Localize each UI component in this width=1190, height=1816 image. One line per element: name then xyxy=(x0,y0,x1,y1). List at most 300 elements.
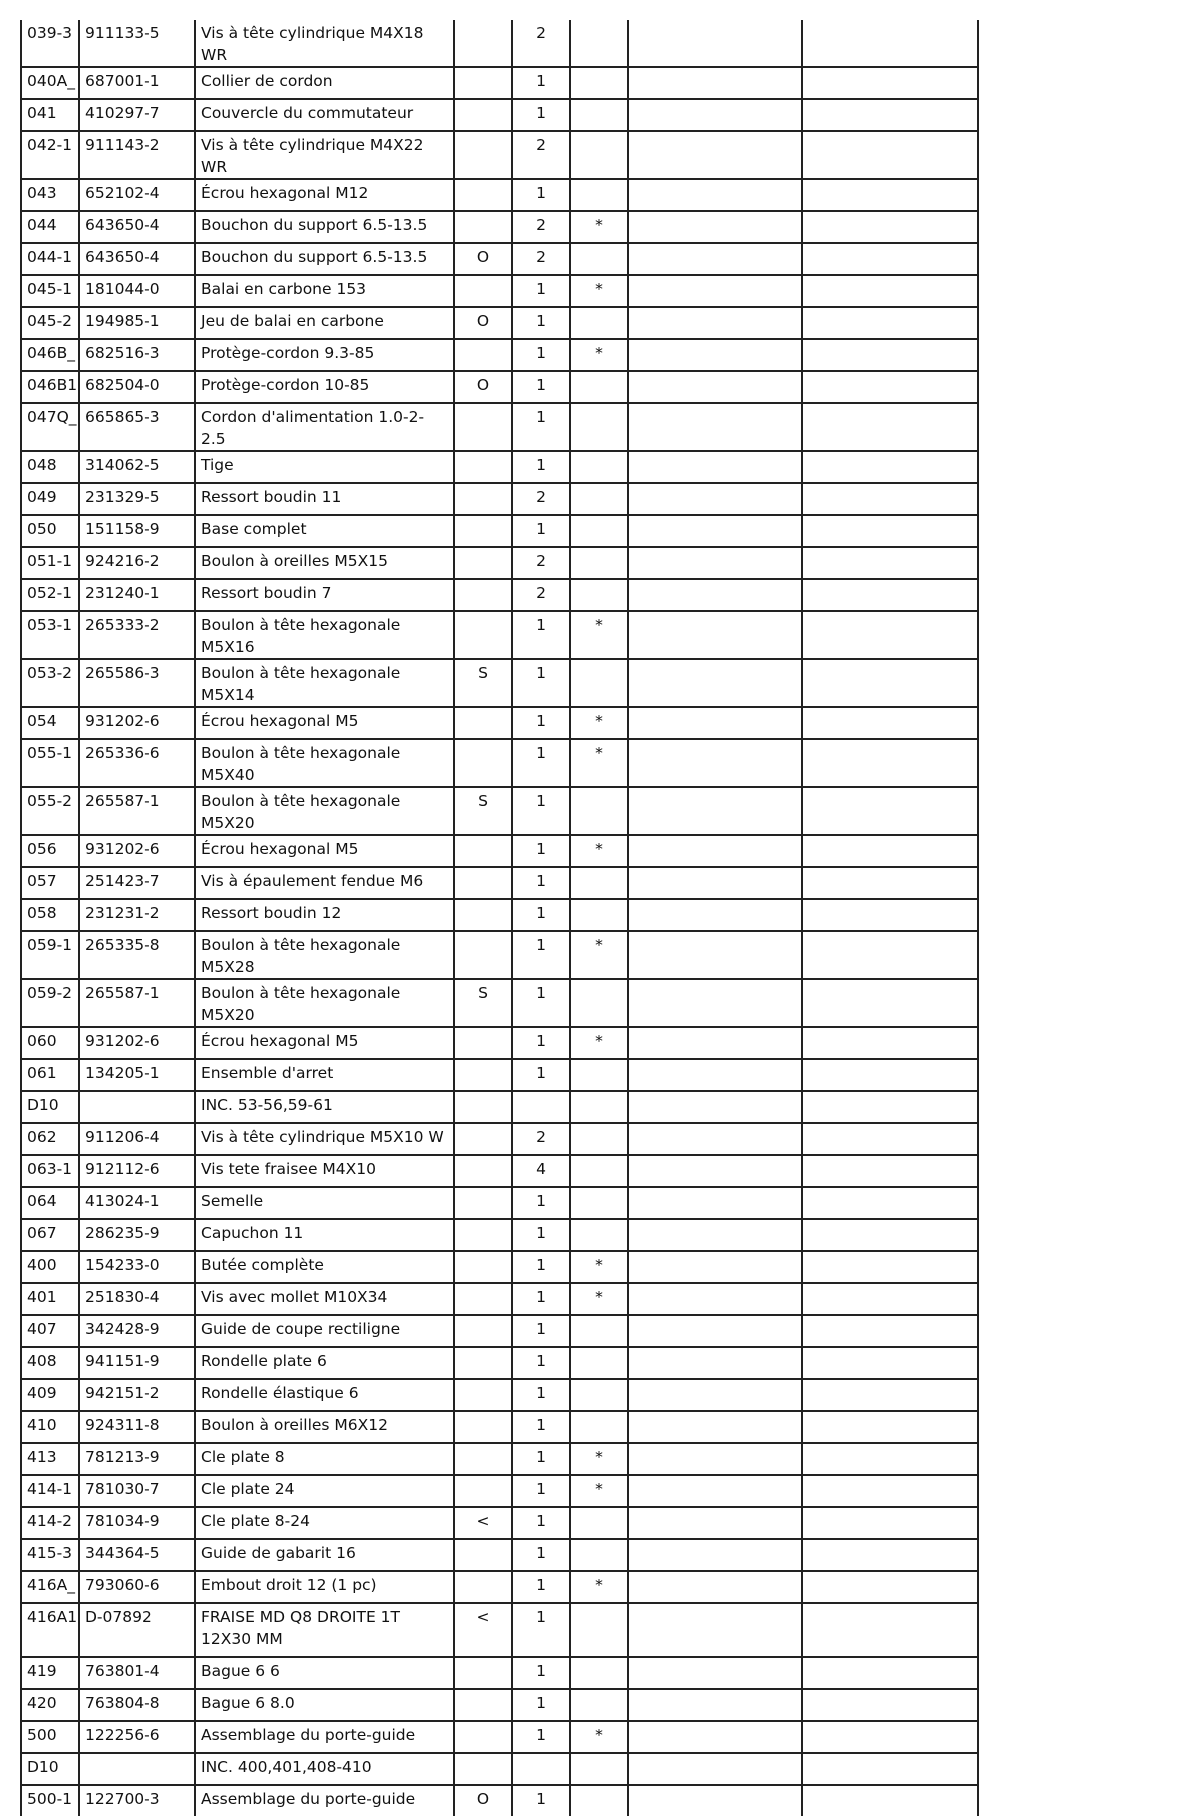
mark-cell xyxy=(570,547,628,579)
part-number-cell: 265587-1 xyxy=(79,787,195,835)
part-number-cell: 665865-3 xyxy=(79,403,195,451)
remark-cell xyxy=(802,579,978,611)
remark-cell xyxy=(802,547,978,579)
remark-cell xyxy=(802,979,978,1027)
table-row xyxy=(21,931,978,979)
description-cell: Bouchon du support 6.5-13.5 xyxy=(195,211,454,243)
part-number-cell: 781213-9 xyxy=(79,1443,195,1475)
quantity-cell: 1 xyxy=(512,1315,570,1347)
option-cell: O xyxy=(454,243,512,275)
description-cell: Semelle xyxy=(195,1187,454,1219)
part-number-cell: 931202-6 xyxy=(79,835,195,867)
item-number-cell: 500-1 xyxy=(21,1785,79,1816)
part-number-cell: 781030-7 xyxy=(79,1475,195,1507)
remark-cell xyxy=(802,1379,978,1411)
quantity-cell: 1 xyxy=(512,867,570,899)
quantity-cell: 1 xyxy=(512,707,570,739)
part-number-cell: 231231-2 xyxy=(79,899,195,931)
table-row xyxy=(21,659,978,707)
note-cell xyxy=(628,371,802,403)
remark-cell xyxy=(802,211,978,243)
note-cell xyxy=(628,131,802,179)
note-cell xyxy=(628,1603,802,1657)
description-cell: INC. 53-56,59-61 xyxy=(195,1091,454,1123)
note-cell xyxy=(628,1347,802,1379)
part-number-cell: 643650-4 xyxy=(79,243,195,275)
remark-cell xyxy=(802,739,978,787)
mark-cell xyxy=(570,179,628,211)
item-number-cell: 409 xyxy=(21,1379,79,1411)
description-cell: Cle plate 8 xyxy=(195,1443,454,1475)
note-cell xyxy=(628,1571,802,1603)
table-row xyxy=(21,1539,978,1571)
remark-cell xyxy=(802,483,978,515)
option-cell xyxy=(454,739,512,787)
mark-cell xyxy=(570,867,628,899)
remark-cell xyxy=(802,899,978,931)
note-cell xyxy=(628,1059,802,1091)
item-number-cell: 048 xyxy=(21,451,79,483)
note-cell xyxy=(628,739,802,787)
mark-cell xyxy=(570,1155,628,1187)
part-number-cell: 154233-0 xyxy=(79,1251,195,1283)
table-row xyxy=(21,611,978,659)
mark-cell xyxy=(570,1603,628,1657)
note-cell xyxy=(628,1443,802,1475)
quantity-cell: 1 xyxy=(512,67,570,99)
description-cell: Rondelle plate 6 xyxy=(195,1347,454,1379)
item-number-cell: 056 xyxy=(21,835,79,867)
table-row xyxy=(21,307,978,339)
description-cell: Assemblage du porte-guide xyxy=(195,1721,454,1753)
table-row xyxy=(21,1571,978,1603)
table-row xyxy=(21,99,978,131)
item-number-cell: 054 xyxy=(21,707,79,739)
mark-cell xyxy=(570,1347,628,1379)
quantity-cell: 1 xyxy=(512,1443,570,1475)
table-row xyxy=(21,1059,978,1091)
remark-cell xyxy=(802,275,978,307)
option-cell: < xyxy=(454,1507,512,1539)
description-cell: Boulon à oreilles M5X15 xyxy=(195,547,454,579)
quantity-cell: 1 xyxy=(512,403,570,451)
table-row xyxy=(21,20,978,67)
description-cell: Boulon à tête hexagonale M5X40 xyxy=(195,739,454,787)
note-cell xyxy=(628,275,802,307)
description-cell: Capuchon 11 xyxy=(195,1219,454,1251)
part-number-cell: 410297-7 xyxy=(79,99,195,131)
quantity-cell: 2 xyxy=(512,579,570,611)
option-cell: S xyxy=(454,979,512,1027)
description-cell: Guide de gabarit 16 xyxy=(195,1539,454,1571)
quantity-cell: 1 xyxy=(512,1475,570,1507)
option-cell xyxy=(454,1187,512,1219)
description-cell: Vis à tête cylindrique M5X10 W xyxy=(195,1123,454,1155)
table-row xyxy=(21,867,978,899)
item-number-cell: D10 xyxy=(21,1091,79,1123)
note-cell xyxy=(628,579,802,611)
table-row xyxy=(21,547,978,579)
note-cell xyxy=(628,1657,802,1689)
item-number-cell: 414-2 xyxy=(21,1507,79,1539)
item-number-cell: 059-1 xyxy=(21,931,79,979)
part-number-cell: 682516-3 xyxy=(79,339,195,371)
part-number-cell: 781034-9 xyxy=(79,1507,195,1539)
remark-cell xyxy=(802,451,978,483)
note-cell xyxy=(628,1155,802,1187)
note-cell xyxy=(628,1507,802,1539)
remark-cell xyxy=(802,371,978,403)
item-number-cell: 500 xyxy=(21,1721,79,1753)
part-number-cell: 643650-4 xyxy=(79,211,195,243)
part-number-cell: 687001-1 xyxy=(79,67,195,99)
mark-cell: * xyxy=(570,1721,628,1753)
remark-cell xyxy=(802,307,978,339)
item-number-cell: 419 xyxy=(21,1657,79,1689)
option-cell xyxy=(454,835,512,867)
item-number-cell: 042-1 xyxy=(21,131,79,179)
note-cell xyxy=(628,179,802,211)
description-cell: Vis tete fraisee M4X10 xyxy=(195,1155,454,1187)
mark-cell xyxy=(570,899,628,931)
remark-cell xyxy=(802,67,978,99)
part-number-cell: 793060-6 xyxy=(79,1571,195,1603)
quantity-cell: 1 xyxy=(512,899,570,931)
description-cell: Boulon à tête hexagonale M5X20 xyxy=(195,979,454,1027)
mark-cell xyxy=(570,1123,628,1155)
quantity-cell: 1 xyxy=(512,1721,570,1753)
description-cell: Tige xyxy=(195,451,454,483)
quantity-cell: 2 xyxy=(512,211,570,243)
description-cell: Boulon à tête hexagonale M5X28 xyxy=(195,931,454,979)
table-row xyxy=(21,131,978,179)
part-number-cell: 265336-6 xyxy=(79,739,195,787)
item-number-cell: 055-1 xyxy=(21,739,79,787)
description-cell: Base complet xyxy=(195,515,454,547)
mark-cell xyxy=(570,371,628,403)
note-cell xyxy=(628,1379,802,1411)
note-cell xyxy=(628,1785,802,1816)
item-number-cell: 055-2 xyxy=(21,787,79,835)
note-cell xyxy=(628,67,802,99)
item-number-cell: 401 xyxy=(21,1283,79,1315)
description-cell: Bague 6 6 xyxy=(195,1657,454,1689)
mark-cell xyxy=(570,451,628,483)
part-number-cell: 941151-9 xyxy=(79,1347,195,1379)
table-row xyxy=(21,1785,978,1816)
remark-cell xyxy=(802,1721,978,1753)
description-cell: Guide de coupe rectiligne xyxy=(195,1315,454,1347)
item-number-cell: 059-2 xyxy=(21,979,79,1027)
remark-cell xyxy=(802,1689,978,1721)
option-cell xyxy=(454,547,512,579)
note-cell xyxy=(628,1411,802,1443)
mark-cell xyxy=(570,1657,628,1689)
item-number-cell: 046B_ xyxy=(21,339,79,371)
mark-cell: * xyxy=(570,931,628,979)
option-cell xyxy=(454,211,512,243)
item-number-cell: 045-1 xyxy=(21,275,79,307)
note-cell xyxy=(628,515,802,547)
mark-cell: * xyxy=(570,1475,628,1507)
part-number-cell xyxy=(79,1753,195,1785)
quantity-cell: 1 xyxy=(512,1571,570,1603)
mark-cell xyxy=(570,99,628,131)
mark-cell xyxy=(570,1411,628,1443)
table-row xyxy=(21,1347,978,1379)
note-cell xyxy=(628,1187,802,1219)
description-cell: Embout droit 12 (1 pc) xyxy=(195,1571,454,1603)
description-cell: Vis avec mollet M10X34 xyxy=(195,1283,454,1315)
part-number-cell: 911143-2 xyxy=(79,131,195,179)
remark-cell xyxy=(802,659,978,707)
note-cell xyxy=(628,835,802,867)
option-cell xyxy=(454,1689,512,1721)
part-number-cell xyxy=(79,1091,195,1123)
item-number-cell: 039-3 xyxy=(21,20,79,67)
mark-cell xyxy=(570,1753,628,1785)
item-number-cell: 408 xyxy=(21,1347,79,1379)
table-row xyxy=(21,1753,978,1785)
mark-cell xyxy=(570,1059,628,1091)
option-cell: O xyxy=(454,371,512,403)
remark-cell xyxy=(802,131,978,179)
remark-cell xyxy=(802,403,978,451)
item-number-cell: 061 xyxy=(21,1059,79,1091)
note-cell xyxy=(628,787,802,835)
part-number-cell: 251830-4 xyxy=(79,1283,195,1315)
quantity-cell: 1 xyxy=(512,659,570,707)
part-number-cell: 652102-4 xyxy=(79,179,195,211)
quantity-cell: 2 xyxy=(512,1123,570,1155)
table-row xyxy=(21,339,978,371)
quantity-cell: 1 xyxy=(512,1507,570,1539)
description-cell: Vis à tête cylindrique M4X22 WR xyxy=(195,131,454,179)
remark-cell xyxy=(802,1539,978,1571)
quantity-cell: 2 xyxy=(512,547,570,579)
option-cell xyxy=(454,515,512,547)
item-number-cell: 414-1 xyxy=(21,1475,79,1507)
table-row xyxy=(21,1507,978,1539)
mark-cell xyxy=(570,1539,628,1571)
remark-cell xyxy=(802,931,978,979)
part-number-cell: 931202-6 xyxy=(79,707,195,739)
note-cell xyxy=(628,1721,802,1753)
remark-cell xyxy=(802,515,978,547)
table-row xyxy=(21,211,978,243)
note-cell xyxy=(628,547,802,579)
option-cell xyxy=(454,1539,512,1571)
mark-cell xyxy=(570,659,628,707)
option-cell xyxy=(454,131,512,179)
description-cell: Écrou hexagonal M5 xyxy=(195,707,454,739)
remark-cell xyxy=(802,1507,978,1539)
remark-cell xyxy=(802,1091,978,1123)
table-row xyxy=(21,1443,978,1475)
item-number-cell: 052-1 xyxy=(21,579,79,611)
remark-cell xyxy=(802,835,978,867)
item-number-cell: 062 xyxy=(21,1123,79,1155)
item-number-cell: 060 xyxy=(21,1027,79,1059)
note-cell xyxy=(628,20,802,67)
description-cell: Bouchon du support 6.5-13.5 xyxy=(195,243,454,275)
description-cell: Boulon à tête hexagonale M5X20 xyxy=(195,787,454,835)
table-row xyxy=(21,1721,978,1753)
quantity-cell: 4 xyxy=(512,1155,570,1187)
note-cell xyxy=(628,611,802,659)
description-cell: Vis à épaulement fendue M6 xyxy=(195,867,454,899)
item-number-cell: 053-1 xyxy=(21,611,79,659)
description-cell: Ressort boudin 12 xyxy=(195,899,454,931)
option-cell xyxy=(454,483,512,515)
option-cell xyxy=(454,579,512,611)
item-number-cell: D10 xyxy=(21,1753,79,1785)
option-cell xyxy=(454,1443,512,1475)
option-cell xyxy=(454,899,512,931)
quantity-cell: 1 xyxy=(512,1347,570,1379)
option-cell: S xyxy=(454,659,512,707)
item-number-cell: 045-2 xyxy=(21,307,79,339)
part-number-cell: 413024-1 xyxy=(79,1187,195,1219)
quantity-cell: 2 xyxy=(512,243,570,275)
part-number-cell: 344364-5 xyxy=(79,1539,195,1571)
item-number-cell: 058 xyxy=(21,899,79,931)
part-number-cell: 265333-2 xyxy=(79,611,195,659)
remark-cell xyxy=(802,1219,978,1251)
part-number-cell: 924216-2 xyxy=(79,547,195,579)
description-cell: Écrou hexagonal M12 xyxy=(195,179,454,211)
note-cell xyxy=(628,1283,802,1315)
option-cell xyxy=(454,20,512,67)
quantity-cell: 1 xyxy=(512,1657,570,1689)
option-cell xyxy=(454,275,512,307)
table-row xyxy=(21,1027,978,1059)
mark-cell xyxy=(570,1315,628,1347)
item-number-cell: 043 xyxy=(21,179,79,211)
description-cell: Boulon à tête hexagonale M5X16 xyxy=(195,611,454,659)
option-cell xyxy=(454,1123,512,1155)
option-cell xyxy=(454,611,512,659)
note-cell xyxy=(628,931,802,979)
mark-cell xyxy=(570,1091,628,1123)
option-cell xyxy=(454,403,512,451)
description-cell: FRAISE MD Q8 DROITE 1T 12X30 MM xyxy=(195,1603,454,1657)
table-row xyxy=(21,979,978,1027)
quantity-cell: 1 xyxy=(512,1059,570,1091)
description-cell: Cle plate 24 xyxy=(195,1475,454,1507)
item-number-cell: 416A1 xyxy=(21,1603,79,1657)
table-row xyxy=(21,1689,978,1721)
option-cell xyxy=(454,931,512,979)
remark-cell xyxy=(802,1347,978,1379)
remark-cell xyxy=(802,1187,978,1219)
table-row xyxy=(21,1091,978,1123)
description-cell: Butée complète xyxy=(195,1251,454,1283)
option-cell xyxy=(454,67,512,99)
quantity-cell: 1 xyxy=(512,611,570,659)
note-cell xyxy=(628,659,802,707)
mark-cell: * xyxy=(570,1283,628,1315)
item-number-cell: 413 xyxy=(21,1443,79,1475)
table-row xyxy=(21,179,978,211)
table-row xyxy=(21,1219,978,1251)
description-cell: Protège-cordon 10-85 xyxy=(195,371,454,403)
quantity-cell: 2 xyxy=(512,20,570,67)
item-number-cell: 415-3 xyxy=(21,1539,79,1571)
item-number-cell: 046B1 xyxy=(21,371,79,403)
quantity-cell: 1 xyxy=(512,1251,570,1283)
mark-cell: * xyxy=(570,835,628,867)
remark-cell xyxy=(802,1059,978,1091)
part-number-cell: 763804-8 xyxy=(79,1689,195,1721)
remark-cell xyxy=(802,611,978,659)
quantity-cell: 1 xyxy=(512,835,570,867)
table-row xyxy=(21,1283,978,1315)
description-cell: Vis à tête cylindrique M4X18 WR xyxy=(195,20,454,67)
mark-cell: * xyxy=(570,1443,628,1475)
parts-table-body xyxy=(21,20,978,1816)
note-cell xyxy=(628,707,802,739)
item-number-cell: 050 xyxy=(21,515,79,547)
description-cell: Cle plate 8-24 xyxy=(195,1507,454,1539)
option-cell: O xyxy=(454,307,512,339)
remark-cell xyxy=(802,1657,978,1689)
option-cell xyxy=(454,1091,512,1123)
note-cell xyxy=(628,307,802,339)
part-number-cell: 763801-4 xyxy=(79,1657,195,1689)
description-cell: Boulon à oreilles M6X12 xyxy=(195,1411,454,1443)
quantity-cell: 1 xyxy=(512,1027,570,1059)
table-row xyxy=(21,67,978,99)
description-cell: Ensemble d'arret xyxy=(195,1059,454,1091)
item-number-cell: 049 xyxy=(21,483,79,515)
table-row xyxy=(21,579,978,611)
remark-cell xyxy=(802,1027,978,1059)
part-number-cell: 286235-9 xyxy=(79,1219,195,1251)
part-number-cell: D-07892 xyxy=(79,1603,195,1657)
quantity-cell: 1 xyxy=(512,275,570,307)
quantity-cell: 1 xyxy=(512,1689,570,1721)
note-cell xyxy=(628,1091,802,1123)
note-cell xyxy=(628,1251,802,1283)
mark-cell xyxy=(570,243,628,275)
item-number-cell: 051-1 xyxy=(21,547,79,579)
quantity-cell xyxy=(512,1753,570,1785)
mark-cell xyxy=(570,1507,628,1539)
option-cell: < xyxy=(454,1603,512,1657)
mark-cell: * xyxy=(570,1027,628,1059)
note-cell xyxy=(628,483,802,515)
table-row xyxy=(21,403,978,451)
remark-cell xyxy=(802,99,978,131)
item-number-cell: 053-2 xyxy=(21,659,79,707)
quantity-cell: 1 xyxy=(512,451,570,483)
description-cell: Bague 6 8.0 xyxy=(195,1689,454,1721)
mark-cell xyxy=(570,307,628,339)
quantity-cell: 1 xyxy=(512,1411,570,1443)
table-row xyxy=(21,1475,978,1507)
table-row xyxy=(21,1315,978,1347)
remark-cell xyxy=(802,243,978,275)
part-number-cell: 265587-1 xyxy=(79,979,195,1027)
mark-cell xyxy=(570,1379,628,1411)
description-cell: Ressort boudin 7 xyxy=(195,579,454,611)
quantity-cell: 1 xyxy=(512,1219,570,1251)
remark-cell xyxy=(802,707,978,739)
mark-cell xyxy=(570,787,628,835)
note-cell xyxy=(628,899,802,931)
table-row xyxy=(21,483,978,515)
